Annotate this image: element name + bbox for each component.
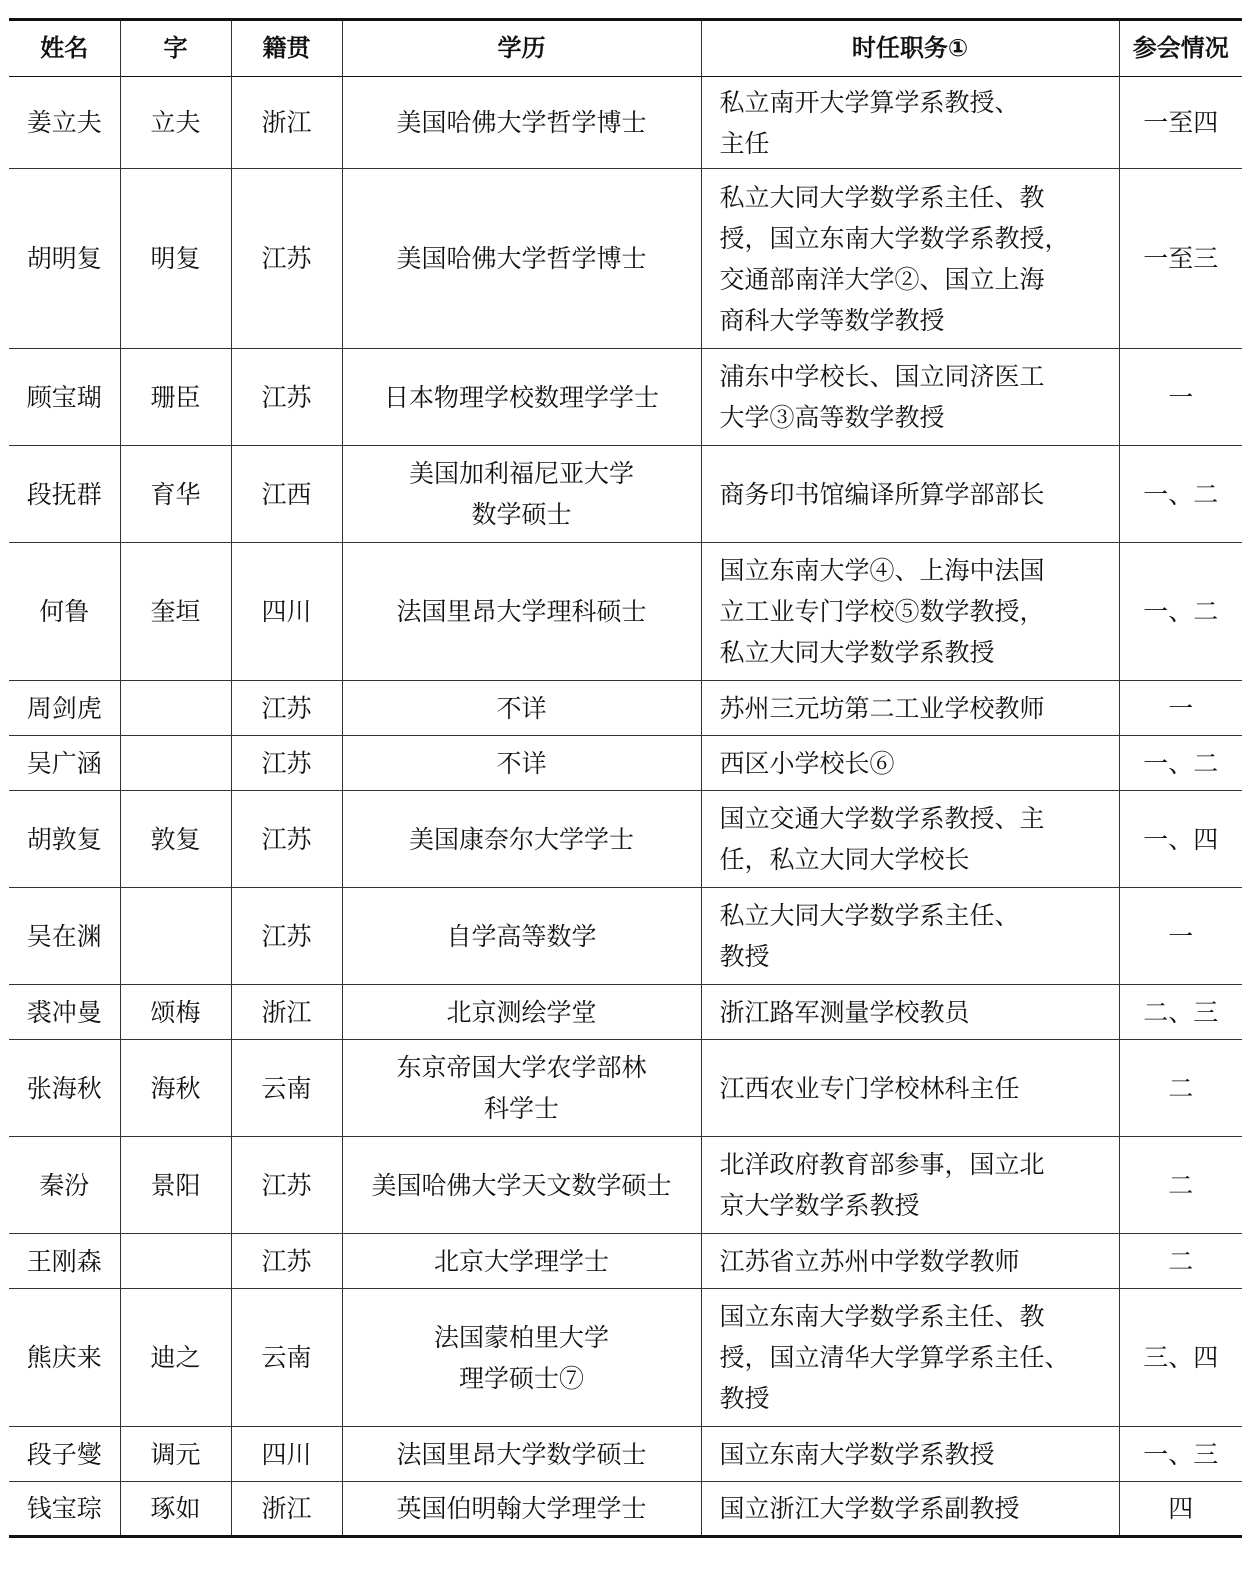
table-row: [9, 681, 1242, 736]
cell-position: 私立大同大学数学系主任、教 授，国立东南大学数学系教授， 交通部南洋大学②、国立上海 商科大学等数学教授: [701, 169, 1119, 349]
cell-name: 吴在渊: [9, 888, 120, 985]
cell-name: 姜立夫: [9, 77, 120, 169]
cell-name: 秦汾: [9, 1137, 120, 1234]
cell-name: 裘冲曼: [9, 985, 120, 1040]
cell-native-place: 江苏: [231, 169, 342, 349]
cell-courtesy-name: 景阳: [120, 1137, 231, 1234]
cell-attendance: 二: [1119, 1234, 1242, 1289]
cell-education: 自学高等数学: [342, 888, 701, 985]
cell-courtesy-name: [120, 888, 231, 985]
cell-position: 国立东南大学④、上海中法国 立工业专门学校⑤数学教授， 私立大同大学数学系教授: [701, 543, 1119, 681]
cell-education: 北京测绘学堂: [342, 985, 701, 1040]
cell-name: 王刚森: [9, 1234, 120, 1289]
cell-name: 段抚群: [9, 446, 120, 543]
cell-education: 日本物理学校数理学学士: [342, 349, 701, 446]
cell-education: 不详: [342, 681, 701, 736]
table-row: [9, 985, 1242, 1040]
cell-name: 吴广涵: [9, 736, 120, 791]
cell-courtesy-name: [120, 736, 231, 791]
table-row: [9, 888, 1242, 985]
cell-name: 张海秋: [9, 1040, 120, 1137]
cell-position: 国立交通大学数学系教授、主 任，私立大同大学校长: [701, 791, 1119, 888]
cell-courtesy-name: 珊臣: [120, 349, 231, 446]
table-row: [9, 349, 1242, 446]
cell-attendance: 一、二: [1119, 736, 1242, 791]
cell-attendance: 一、二: [1119, 446, 1242, 543]
cell-native-place: 江苏: [231, 1234, 342, 1289]
cell-native-place: 浙江: [231, 985, 342, 1040]
cell-name: 钱宝琮: [9, 1482, 120, 1537]
cell-position: 私立南开大学算学系教授、 主任: [701, 77, 1119, 169]
cell-attendance: 一: [1119, 349, 1242, 446]
cell-courtesy-name: [120, 681, 231, 736]
table-row: [9, 543, 1242, 681]
cell-position: 西区小学校长⑥: [701, 736, 1119, 791]
member-table: [9, 18, 1242, 1538]
cell-name: 熊庆来: [9, 1289, 120, 1427]
cell-education: 法国里昂大学理科硕士: [342, 543, 701, 681]
cell-position: 国立东南大学数学系主任、教 授，国立清华大学算学系主任、 教授: [701, 1289, 1119, 1427]
cell-position: 苏州三元坊第二工业学校教师: [701, 681, 1119, 736]
cell-courtesy-name: 育华: [120, 446, 231, 543]
cell-position: 私立大同大学数学系主任、 教授: [701, 888, 1119, 985]
table-row: [9, 1234, 1242, 1289]
cell-native-place: 江苏: [231, 736, 342, 791]
table-row: [9, 77, 1242, 169]
header-name: 姓名: [9, 20, 120, 77]
cell-attendance: 一: [1119, 681, 1242, 736]
cell-attendance: 三、四: [1119, 1289, 1242, 1427]
cell-courtesy-name: 奎垣: [120, 543, 231, 681]
cell-native-place: 江西: [231, 446, 342, 543]
cell-education: 美国哈佛大学哲学博士: [342, 169, 701, 349]
cell-attendance: 二: [1119, 1137, 1242, 1234]
cell-native-place: 江苏: [231, 888, 342, 985]
cell-native-place: 江苏: [231, 791, 342, 888]
table-row: [9, 1289, 1242, 1427]
cell-attendance: 一至三: [1119, 169, 1242, 349]
cell-attendance: 一、四: [1119, 791, 1242, 888]
header-row: [9, 20, 1242, 77]
cell-attendance: 二: [1119, 1040, 1242, 1137]
cell-name: 胡明复: [9, 169, 120, 349]
cell-education: 北京大学理学士: [342, 1234, 701, 1289]
table-header: [9, 20, 1242, 77]
cell-attendance: 一、二: [1119, 543, 1242, 681]
cell-native-place: 浙江: [231, 1482, 342, 1537]
cell-position: 江西农业专门学校林科主任: [701, 1040, 1119, 1137]
cell-attendance: 一、三: [1119, 1427, 1242, 1482]
cell-native-place: 江苏: [231, 349, 342, 446]
cell-attendance: 一: [1119, 888, 1242, 985]
table-row: [9, 1137, 1242, 1234]
cell-position: 北洋政府教育部参事，国立北 京大学数学系教授: [701, 1137, 1119, 1234]
cell-attendance: 四: [1119, 1482, 1242, 1537]
cell-courtesy-name: 颂梅: [120, 985, 231, 1040]
cell-name: 何鲁: [9, 543, 120, 681]
cell-position: 江苏省立苏州中学数学教师: [701, 1234, 1119, 1289]
cell-native-place: 江苏: [231, 681, 342, 736]
cell-position: 国立东南大学数学系教授: [701, 1427, 1119, 1482]
table-row: [9, 736, 1242, 791]
cell-courtesy-name: 敦复: [120, 791, 231, 888]
header-education: 学历: [342, 20, 701, 77]
cell-courtesy-name: [120, 1234, 231, 1289]
cell-courtesy-name: 琢如: [120, 1482, 231, 1537]
cell-native-place: 四川: [231, 543, 342, 681]
cell-position: 商务印书馆编译所算学部部长: [701, 446, 1119, 543]
cell-position: 浦东中学校长、国立同济医工 大学③高等数学教授: [701, 349, 1119, 446]
table-row: [9, 791, 1242, 888]
cell-name: 段子燮: [9, 1427, 120, 1482]
table-body: [9, 77, 1242, 1537]
cell-name: 胡敦复: [9, 791, 120, 888]
cell-position: 浙江路军测量学校教员: [701, 985, 1119, 1040]
cell-education: 美国哈佛大学哲学博士: [342, 77, 701, 169]
cell-education: 法国里昂大学数学硕士: [342, 1427, 701, 1482]
header-position: 时任职务①: [701, 20, 1119, 77]
cell-courtesy-name: 海秋: [120, 1040, 231, 1137]
table-row: [9, 1427, 1242, 1482]
header-courtesy-name: 字: [120, 20, 231, 77]
table-row: [9, 1040, 1242, 1137]
cell-native-place: 云南: [231, 1040, 342, 1137]
cell-attendance: 一至四: [1119, 77, 1242, 169]
cell-native-place: 江苏: [231, 1137, 342, 1234]
cell-native-place: 浙江: [231, 77, 342, 169]
cell-courtesy-name: 明复: [120, 169, 231, 349]
cell-courtesy-name: 迪之: [120, 1289, 231, 1427]
cell-education: 东京帝国大学农学部林 科学士: [342, 1040, 701, 1137]
cell-education: 美国康奈尔大学学士: [342, 791, 701, 888]
cell-education: 英国伯明翰大学理学士: [342, 1482, 701, 1537]
cell-position: 国立浙江大学数学系副教授: [701, 1482, 1119, 1537]
header-native-place: 籍贯: [231, 20, 342, 77]
cell-courtesy-name: 立夫: [120, 77, 231, 169]
header-attendance: 参会情况: [1119, 20, 1242, 77]
cell-education: 不详: [342, 736, 701, 791]
table-row: [9, 169, 1242, 349]
cell-courtesy-name: 调元: [120, 1427, 231, 1482]
table-row: [9, 1482, 1242, 1537]
cell-native-place: 云南: [231, 1289, 342, 1427]
cell-name: 顾宝瑚: [9, 349, 120, 446]
cell-education: 美国哈佛大学天文数学硕士: [342, 1137, 701, 1234]
cell-native-place: 四川: [231, 1427, 342, 1482]
cell-education: 美国加利福尼亚大学 数学硕士: [342, 446, 701, 543]
cell-education: 法国蒙柏里大学 理学硕士⑦: [342, 1289, 701, 1427]
table-row: [9, 446, 1242, 543]
cell-name: 周剑虎: [9, 681, 120, 736]
cell-attendance: 二、三: [1119, 985, 1242, 1040]
